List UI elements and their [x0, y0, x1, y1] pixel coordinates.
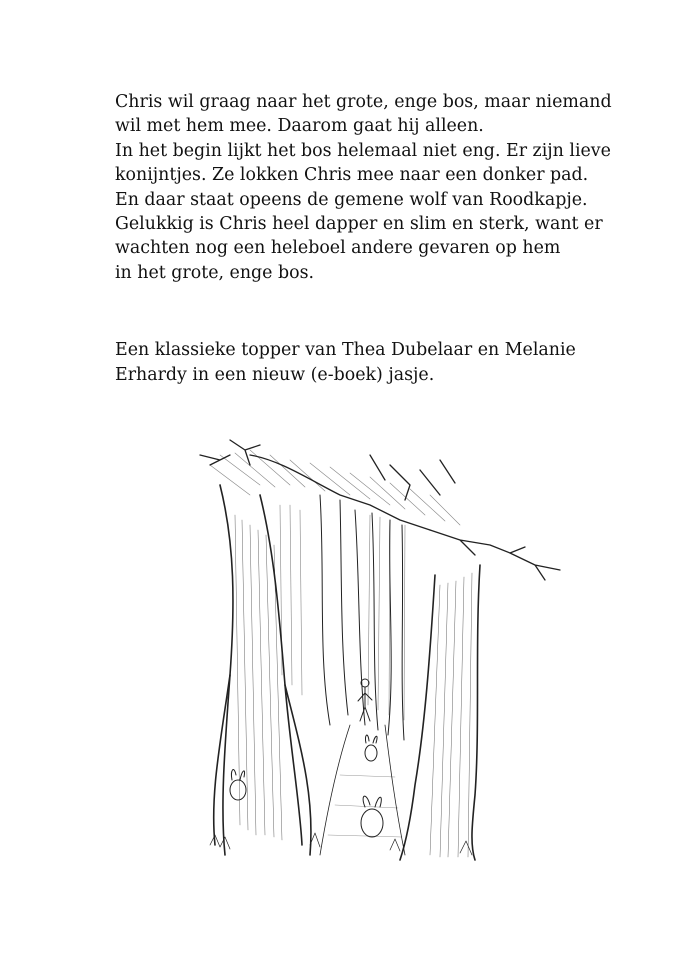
- background-trees: [320, 495, 404, 740]
- left-tree-bark: [235, 515, 282, 840]
- blurb-line: In het begin lijkt het bos helemaal niet eng. Er zijn lieve: [115, 140, 611, 161]
- blurb-line: wil met hem mee. Daarom gaat hij alleen.: [115, 116, 484, 137]
- forest-path: [320, 725, 405, 855]
- blurb-line: konijntjes. Ze lokken Chris mee naar een donker pad.: [115, 165, 589, 186]
- blurb-line: En daar staat opeens de gemene wolf van Roodkapje.: [115, 189, 588, 210]
- foliage-hatching: [210, 450, 460, 720]
- blurb-line: wachten nog een heleboel andere gevaren op hem: [115, 238, 561, 259]
- boy-figure: [358, 679, 372, 721]
- credit-paragraph: [115, 338, 615, 388]
- rabbit-right: [361, 796, 383, 837]
- right-tree-bark: [430, 573, 472, 857]
- right-tree-trunk: [400, 565, 480, 860]
- credit-line: Een klassieke topper van Thea Dubelaar en Melanie: [115, 340, 576, 360]
- blurb-paragraph: [115, 90, 615, 285]
- rabbit-center: [365, 735, 377, 761]
- left-tree-trunk: [214, 485, 311, 855]
- branches: [200, 440, 560, 580]
- blurb-line: Gelukkig is Chris heel dapper en slim en sterk, want er: [115, 214, 603, 235]
- blurb-line: in het grote, enge bos.: [115, 262, 315, 283]
- forest-illustration: [190, 425, 590, 865]
- rabbit-left: [230, 770, 246, 800]
- credit-line: Erhardy in een nieuw (e-boek) jasje.: [115, 365, 435, 385]
- blurb-line: Chris wil graag naar het grote, enge bos, maar niemand: [115, 92, 612, 112]
- undergrowth: [210, 833, 472, 855]
